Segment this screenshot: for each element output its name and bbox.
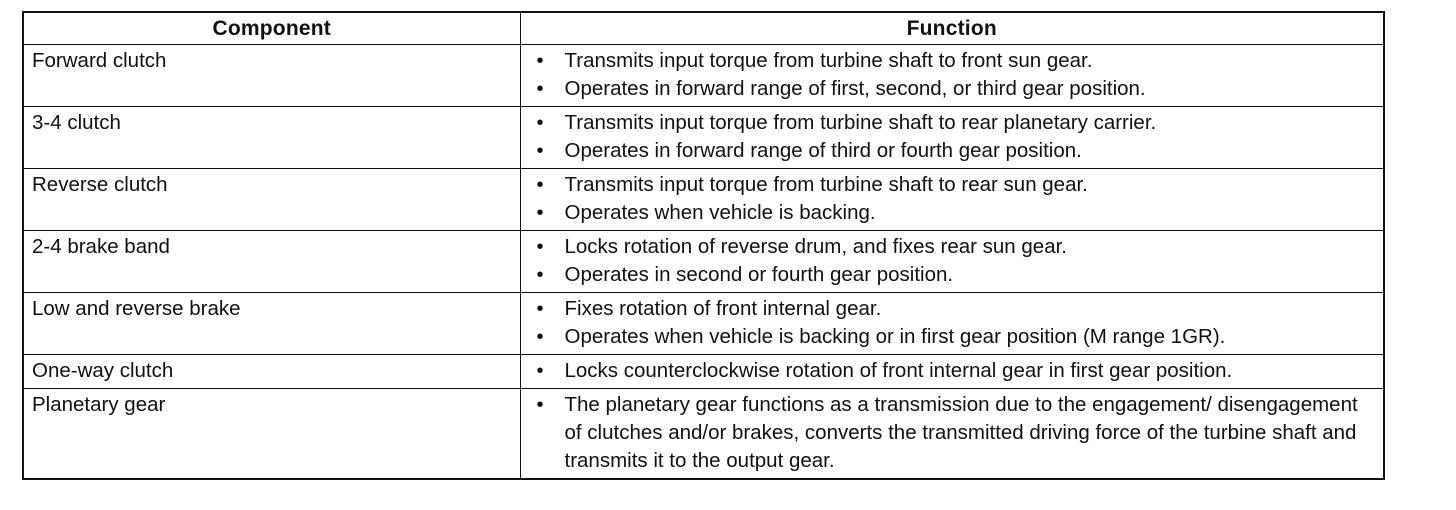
component-cell: One-way clutch	[23, 355, 520, 389]
function-text: Transmits input torque from turbine shaft to front sun gear.	[564, 49, 1093, 72]
table-row	[23, 169, 1384, 231]
function-text: Locks counterclockwise rotation of front internal gear in first gear position.	[564, 359, 1233, 382]
component-cell: Reverse clutch	[23, 169, 520, 231]
function-list	[535, 171, 1378, 227]
component-column-header: Component	[23, 12, 520, 45]
function-cell	[520, 107, 1384, 169]
bullet-icon: •	[536, 112, 544, 134]
function-text: Operates when vehicle is backing or in first gear position (M range 1GR).	[564, 325, 1226, 348]
bullet-icon: •	[536, 174, 544, 196]
component-cell: Planetary gear	[23, 389, 520, 480]
function-cell	[520, 231, 1384, 293]
function-cell	[520, 169, 1384, 231]
function-cell	[520, 45, 1384, 107]
function-list-item	[535, 47, 1378, 75]
header-row	[23, 12, 1384, 45]
function-text: Operates in second or fourth gear position.	[564, 263, 954, 286]
function-list-item	[535, 171, 1378, 199]
function-list-item	[535, 199, 1378, 227]
function-text: Operates in forward range of first, second, or third gear position.	[564, 77, 1146, 100]
bullet-icon: •	[536, 202, 544, 224]
function-list-item	[535, 323, 1378, 351]
table-row	[23, 107, 1384, 169]
function-text: The planetary gear functions as a transmission due to the engagement/ disengagement of clutches and/or brakes, converts the transmitted driving force of the turbine shaft and transmits it to the output gear.	[564, 393, 1358, 472]
function-list-item	[535, 75, 1378, 103]
function-cell	[520, 389, 1384, 480]
table-row	[23, 293, 1384, 355]
function-text: Fixes rotation of front internal gear.	[564, 297, 882, 320]
bullet-icon: •	[536, 140, 544, 162]
function-text: Operates in forward range of third or fourth gear position.	[564, 139, 1082, 162]
function-list-item	[535, 233, 1378, 261]
function-list-item	[535, 261, 1378, 289]
function-list	[535, 47, 1378, 103]
function-list	[535, 109, 1378, 165]
function-list	[535, 391, 1378, 475]
component-cell: 2-4 brake band	[23, 231, 520, 293]
component-function-table	[22, 11, 1385, 480]
function-cell	[520, 293, 1384, 355]
bullet-icon: •	[536, 326, 544, 348]
function-column-header: Function	[520, 12, 1384, 45]
function-list-item	[535, 295, 1378, 323]
bullet-icon: •	[536, 78, 544, 100]
bullet-icon: •	[536, 394, 544, 416]
bullet-icon: •	[536, 360, 544, 382]
table-row	[23, 231, 1384, 293]
function-text: Transmits input torque from turbine shaft to rear sun gear.	[564, 173, 1088, 196]
component-cell: 3-4 clutch	[23, 107, 520, 169]
bullet-icon: •	[536, 264, 544, 286]
component-cell: Forward clutch	[23, 45, 520, 107]
function-list	[535, 233, 1378, 289]
table-row	[23, 355, 1384, 389]
function-list-item	[535, 109, 1378, 137]
bullet-icon: •	[536, 298, 544, 320]
bullet-icon: •	[536, 236, 544, 258]
table-row	[23, 389, 1384, 480]
table-row	[23, 45, 1384, 107]
function-text: Transmits input torque from turbine shaft to rear planetary carrier.	[564, 111, 1157, 134]
function-list-item	[535, 357, 1378, 385]
function-list-item	[535, 391, 1378, 475]
function-list	[535, 295, 1378, 351]
function-list	[535, 357, 1378, 385]
bullet-icon: •	[536, 50, 544, 72]
component-cell: Low and reverse brake	[23, 293, 520, 355]
function-cell	[520, 355, 1384, 389]
function-text: Locks rotation of reverse drum, and fixes rear sun gear.	[564, 235, 1068, 258]
table-body	[23, 45, 1384, 480]
function-list-item	[535, 137, 1378, 165]
function-text: Operates when vehicle is backing.	[564, 201, 876, 224]
